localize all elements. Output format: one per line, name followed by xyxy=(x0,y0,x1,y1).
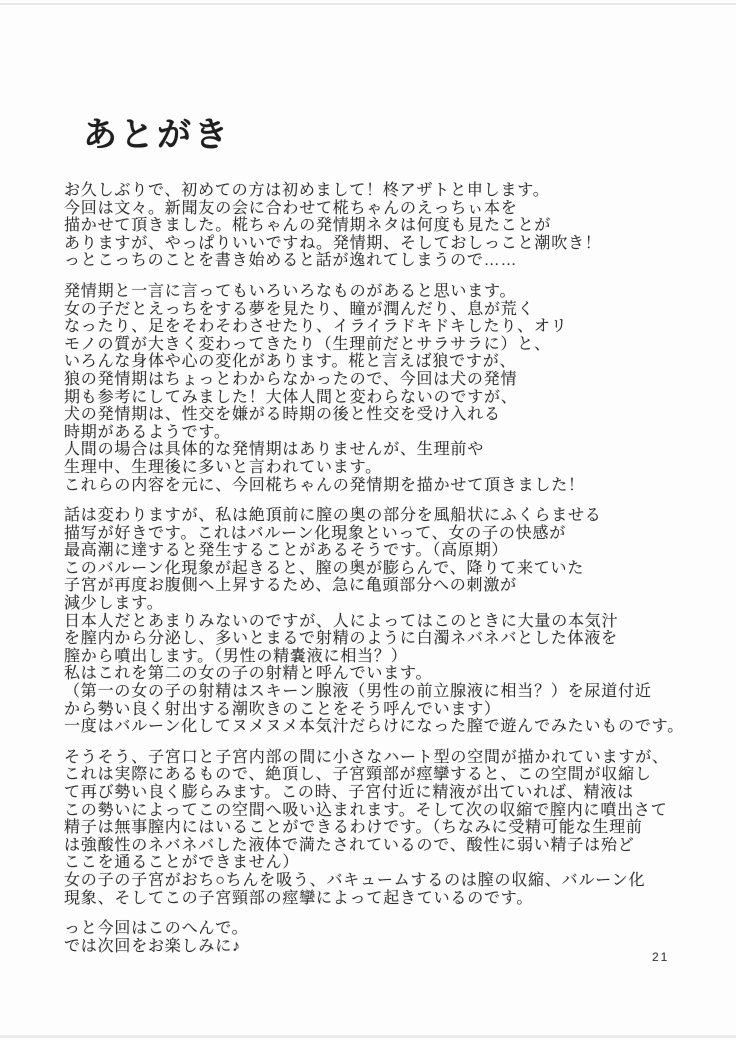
text-line: これらの内容を元に、今回椛ちゃんの発情期を描かせて頂きました！ xyxy=(64,476,585,494)
body-text xyxy=(64,182,736,955)
text-line: この勢いによってこの空間へ吸い込まれます。そして次の収縮で膣内に噴出さて xyxy=(64,801,668,819)
text-line: 女の子の子宮がおち○ちんを吸う、バキュームするのは膣の収縮、バルーン化 xyxy=(64,871,646,889)
scan-edge-bottom xyxy=(0,1035,736,1038)
paragraph xyxy=(64,283,736,494)
text-line: なったり、足をそわそわさせたり、イライラドキドキしたり、オリ xyxy=(64,318,568,336)
text-line: このバルーン化現象が起きると、膣の奥が膨らんで、降りて来ていた xyxy=(64,559,585,577)
text-line: モノの質が大きく変わってきたり（生理前だとサラサラに）と、 xyxy=(64,335,551,353)
text-line: 減少します。 xyxy=(64,595,164,613)
text-line: を膣内から分泌し、多いとまるで射精のように白濁ネバネバとした体液を xyxy=(64,630,618,648)
text-line: 人間の場合は具体的な発情期はありませんが、生理前や xyxy=(64,441,485,459)
text-line: て再び勢い良く膨らみます。この時、子宮付近に精液が出ていれば、精液は xyxy=(64,784,634,801)
page-number: 21 xyxy=(652,950,670,964)
text-line: 現象、そしてこの子宮頸部の痙攣によって起きているのです。 xyxy=(64,889,534,907)
text-line: 最高潮に達すると発生することがあるそうです。（高原期） xyxy=(64,542,509,560)
text-line: お久しぶりで、初めての方は初めまして！柊アザトと申します。 xyxy=(64,182,550,199)
text-line: っとこっちのことを書き始めると話が逸れてしまうので…… xyxy=(64,252,518,270)
text-line: ここを通ることができません） xyxy=(64,854,300,872)
text-line: 私はこれを第二の女の子の射精と呼んでいます。 xyxy=(64,665,433,683)
text-line: 子宮が再度お腹側へ上昇するため、急に亀頭部分への刺激が xyxy=(64,577,517,595)
text-line: これは実際にあるもので、絶頂し、子宮頸部が痙攣すると、この空間が収縮し xyxy=(64,766,652,784)
text-line: 一度はバルーン化してヌメヌメ本気汁だらけになった膣で遊んでみたいものです。 xyxy=(64,718,685,736)
paragraph xyxy=(64,749,736,907)
text-line: そうそう、子宮口と子宮内部の間に小さなハート型の空間が描かれていますが、 xyxy=(64,748,669,766)
text-line: 話は変わりますが、私は絶頂前に膣の奥の部分を風船状にふくらませる xyxy=(64,507,602,525)
text-line: 時期があるようです。 xyxy=(64,423,231,441)
paragraph xyxy=(64,920,736,955)
scan-edge-top xyxy=(0,3,736,5)
text-line: 日本人だとあまりみないのですが、人によってはこのときに大量の本気汁 xyxy=(64,612,619,630)
text-line: 狼の発情期はちょっとわからなかったので、今回は犬の発情 xyxy=(64,370,518,388)
text-line: っと今回はこのへんで。 xyxy=(64,920,249,938)
text-line: （第一の女の子の射精はスキーン腺液（男性の前立腺液に相当？）を尿道付近 xyxy=(64,683,652,701)
text-line: 今回は文々。新聞友の会に合わせて椛ちゃんのえっちぃ本を xyxy=(64,199,518,217)
text-line: 描かせて頂きました。椛ちゃんの発情期ネタは何度も見たことが xyxy=(64,217,552,235)
text-line: いろんな身体や心の変化があります。椛と言えば狼ですが、 xyxy=(64,353,517,371)
text-line: は強酸性のネバネバした液体で満たされているので、酸性に弱い精子は殆ど xyxy=(64,836,635,854)
text-line: 生理中、生理後に多いと言われています。 xyxy=(64,458,382,476)
text-line: 描写が好きです。これはバルーン化現象といって、女の子の快感が xyxy=(64,524,567,542)
text-line: 精子は無事膣内にはいることができるわけです。（ちなみに受精可能な生理前 xyxy=(64,819,643,837)
text-line: 膣から噴出します。（男性の精嚢液に相当？） xyxy=(64,647,408,665)
text-line: 女の子だとえっちをする夢を見たり、瞳が潤んだり、息が荒く xyxy=(64,300,535,318)
text-line: 犬の発情期は、性交を嫌がる時期の後と性交を受け入れる xyxy=(64,406,501,424)
text-line: 発情期と一言に言ってもいろいろなものがあると思います。 xyxy=(64,282,517,300)
paragraph xyxy=(64,182,736,270)
text-line: ありますが、やっぱりいいですね。発情期、そしておしっこと潮吹き！ xyxy=(64,234,602,252)
paragraph xyxy=(64,507,736,736)
text-line: から勢い良く射出する潮吹きのことをそう呼んでいます） xyxy=(64,700,501,718)
text-line: 期も参考にしてみました！大体人間と変わらないのですが、 xyxy=(64,388,518,406)
page-title: あとがき xyxy=(83,116,231,154)
text-line: では次回をお楽しみに♪ xyxy=(64,937,241,955)
